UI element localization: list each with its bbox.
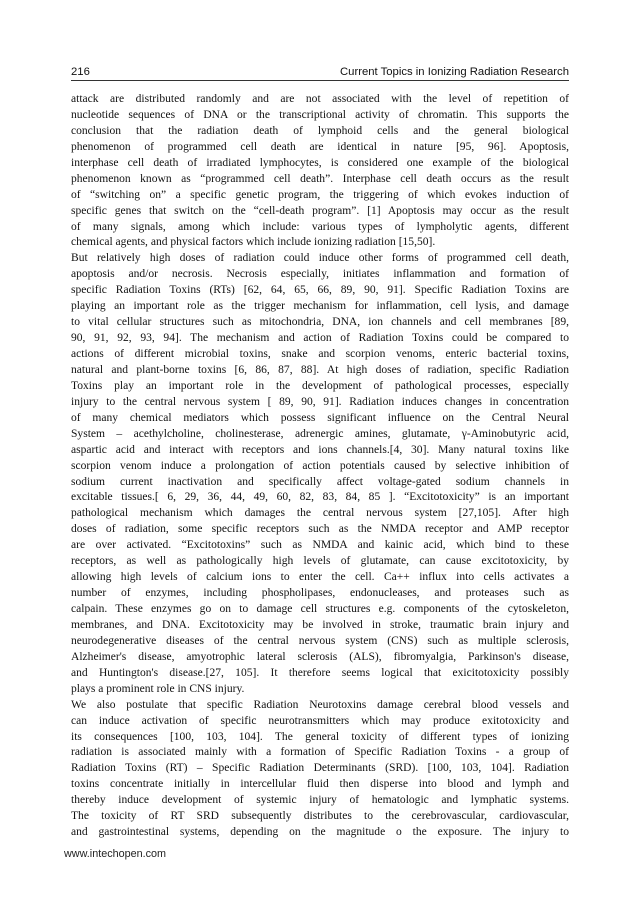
text-line: We also postulate that specific Radiation Neurotoxins damage cerebral blood vessels and (71, 698, 569, 711)
text-line: neurodegenerative diseases of the central nervous system (CNS) such as multiple sclerosis, (71, 634, 569, 647)
text-line: of many signals, among which include: various types of lympholytic agents, different (71, 220, 569, 233)
text-line: conclusion that the radiation death of lymphoid cells and the general biological (71, 124, 569, 137)
text-line: injury to the central nervous system [ 89, 90, 91]. Radiation induces changes in concentration (71, 395, 569, 408)
text-line: are over activated. “Excitotoxins” such as NMDA and kainic acid, which bind to these (71, 539, 569, 552)
text-line: to vital cellular structures such as mitochondria, DNA, ion channels and cell membranes [89, (71, 316, 569, 329)
text-line: playing an important role as the trigger mechanism for inflammation, cell lysis, and damage (71, 300, 569, 313)
text-line: pathological mechanism which damages the central nervous system [27,105]. After high (71, 507, 569, 520)
text-line: doses of radiation, some specific receptors such as the NMDA receptor and AMP receptor (71, 523, 569, 536)
text-line: number of enzymes, including phospholipases, endonucleases, and proteases such as (71, 587, 569, 600)
running-title: Current Topics in Ionizing Radiation Research (340, 66, 569, 78)
text-line: and gastrointestinal systems, depending on the magnitude o the exposure. The injury to (71, 826, 569, 839)
text-line: Toxins play an important role in the development of pathological processes, especially (71, 379, 569, 392)
text-line: and Huntington's disease.[27, 105]. It therefore seems logical that exicitotoxicity possibly (71, 666, 569, 679)
text-line: thereby induce development of systemic injury of hematologic and lymphatic systems. (71, 794, 569, 807)
text-line: phenomenon of programmed cell death are identical in nature [95, 96]. Apoptosis, (71, 140, 569, 153)
header-rule (71, 80, 569, 81)
text-line: of “switching on” a specific genetic program, the triggering of which evokes induction of (71, 188, 569, 201)
text-line: aspartic acid and interact with receptors and ions channels.[4, 30]. Many natural toxins like (71, 443, 569, 456)
text-line: nucleotide sequences of DNA or the transcriptional activity of chromatin. This supports the (71, 108, 569, 121)
text-line: calpain. These enzymes go on to damage cell structures e.g. components of the cytoskeleton, (71, 603, 569, 615)
text-line: 90, 91, 92, 93, 94]. The mechanism and action of Radiation Toxins could be compared to (71, 332, 569, 345)
text-line: its consequences [100, 103, 104]. The general toxicity of different types of ionizing (71, 730, 569, 743)
text-line: sodium current inactivation and specifically affect voltage-gated sodium channels in (71, 475, 569, 488)
text-line: radiation is associated mainly with a formation of Specific Radiation Toxins - a group of (71, 746, 569, 759)
text-line: interphase cell death of irradiated lymphocytes, is considered one example of the biological (71, 156, 569, 169)
text-line: can induce activation of specific neurotransmitters which may produce exitotoxicity and (71, 714, 569, 727)
text-line: The toxicity of RT SRD subsequently distributes to the cerebrovascular, cardiovascular, (71, 810, 569, 823)
text-line: Radiation Toxins (RT) – Specific Radiation Determinants (SRD). [100, 103, 104]. Radiation (71, 762, 569, 775)
text-line: receptors, as well as pathologically high levels of glutamate, can cause excitotoxicity, by (71, 555, 569, 568)
text-line: plays a prominent role in CNS injury. (71, 682, 245, 695)
text-line: natural and plant-borne toxins [6, 86, 87, 88]. At high doses of radiation, specific Radiation (71, 363, 569, 376)
text-line: toxins concentrate initially in intercellular fluid then disperse into blood and lymph and (71, 778, 569, 791)
text-line: System – acethylcholine, cholinesterase, adrenergic amines, glutamate, γ-Aminobutyric acid, (71, 427, 569, 440)
text-line: specific genes that switch on the “cell-death program”. [1] Apoptosis may occur as the result (71, 204, 569, 217)
text-line: of many chemical mediators which possess significant influence on the Central Neural (71, 411, 569, 424)
text-line: allowing high levels of calcium ions to enter the cell. Ca++ influx into cells activates a (71, 571, 569, 584)
text-line: chemical agents, and physical factors which include ionizing radiation [15,50]. (71, 236, 436, 249)
text-line: apoptosis and/or necrosis. Necrosis especially, initiates inflammation and formation of (71, 268, 569, 281)
text-line: But relatively high doses of radiation could induce other forms of programmed cell death, (71, 252, 569, 265)
page-number: 216 (71, 66, 90, 78)
footer-url[interactable]: www.intechopen.com (64, 848, 167, 860)
body-text (71, 92, 569, 841)
text-line: attack are distributed randomly and are not associated with the level of repetition of (71, 93, 569, 105)
text-line: actions of different microbial toxins, snake and scorpion venoms, enteric bacterial toxins, (71, 348, 569, 360)
text-line: phenomenon known as “programmed cell death”. Interphase cell death occurs as the result (71, 172, 569, 185)
text-line: Alzheimer's disease, amyotrophic lateral sclerosis (ALS), fibromyalgia, Parkinson's disease, (71, 650, 569, 663)
text-line: scorpion venom induce a prolongation of action potentials caused by selective inhibition of (71, 459, 569, 472)
text-line: excitable tissues.[ 6, 29, 36, 44, 49, 60, 82, 83, 84, 85 ]. “Excitotoxicity” is an important (71, 491, 569, 504)
text-line: specific Radiation Toxins (RTs) [62, 64, 65, 66, 89, 90, 91]. Specific Radiation Toxins are (71, 284, 569, 297)
text-line: membranes, and DNA. Excitotoxicity may be involved in stroke, traumatic brain injury and (71, 618, 569, 631)
